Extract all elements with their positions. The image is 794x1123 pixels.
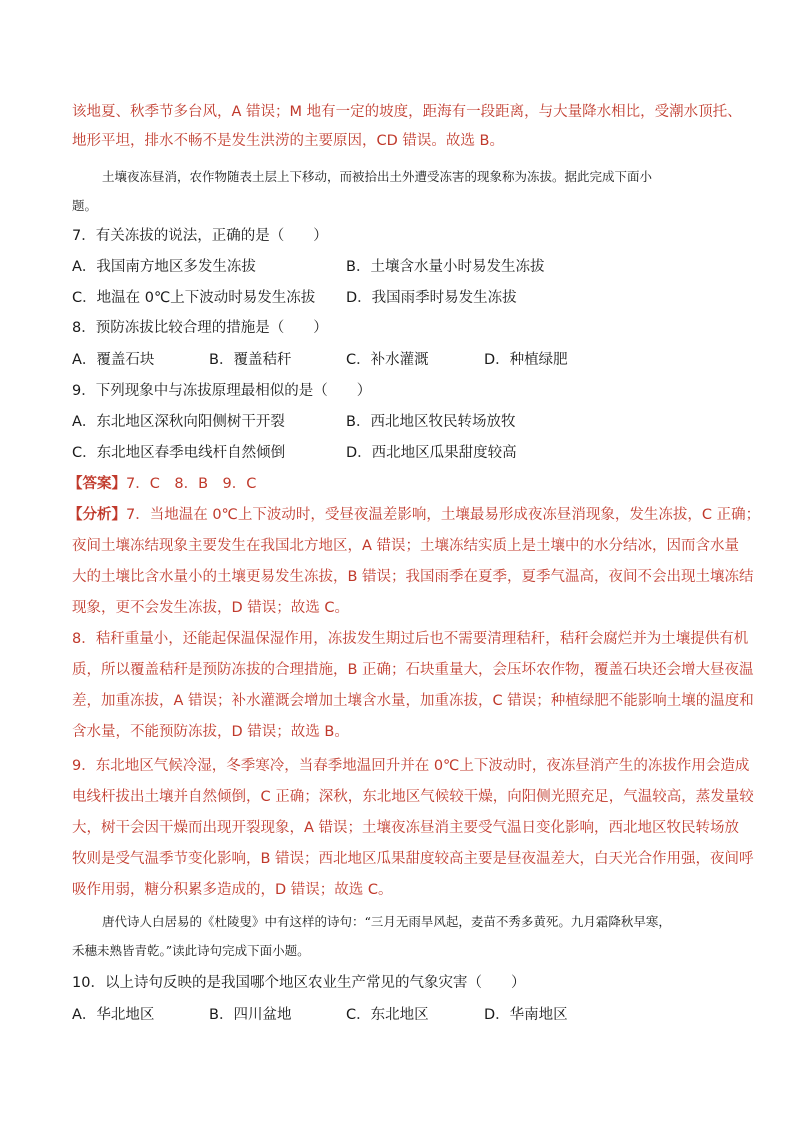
q7-option-b: B．土壤含水量小时易发生冻拔	[346, 259, 545, 275]
analysis-line: 大，树干会因干燥而出现开裂现象，A 错误；土壤夜冻昼消主要受气温日变化影响，西北地区牧民转场放	[72, 820, 740, 836]
analysis-line: 9．东北地区气候冷湿，冬季寒冷，当春季地温回升并在 0℃上下波动时，夜冻昼消产生的冻拔作用会造成	[72, 758, 750, 774]
analysis-line: 大的土壤比含水量小的土壤更易发生冻拔，B 错误；我国雨季在夏季，夏季气温高，夜间不会出现土壤冻结	[72, 569, 754, 585]
analysis-line: 牧则是受气温季节变化影响，B 错误；西北地区瓜果甜度较高主要是昼夜温差大，白天光合作用强，夜间呼	[72, 851, 754, 867]
passage-text: 禾穗未熟皆青乾。”读此诗句完成下面小题。	[72, 943, 310, 958]
analysis-line: 8．秸秆重量小，还能起保温保湿作用，冻拔发生期过后也不需要清理秸秆，秸秆会腐烂并为土壤提供有机	[72, 631, 749, 647]
analysis-line: 吸作用弱，糖分积累多造成的，D 错误；故选 C。	[72, 882, 393, 898]
q10-option-c: C．东北地区	[346, 1007, 429, 1023]
analysis-line: 电线杆拔出土壤并自然倾倒，C 正确；深秋，东北地区气候较干燥，向阳侧光照充足，气温较高，蒸发量较	[72, 789, 754, 805]
analysis-line: 现象，更不会发生冻拔，D 错误；故选 C。	[72, 600, 350, 616]
q9-option-a: A．东北地区深秋向阳侧树干开裂	[72, 414, 285, 430]
q9-option-c: C．东北地区春季电线杆自然倾倒	[72, 445, 286, 461]
answer-text: 7．C 8．B 9．C	[126, 476, 257, 492]
passage-text: 唐代诗人白居易的《杜陵叟》中有这样的诗句：“三月无雨旱风起，麦苗不秀多黄死。九月霜降秋早寒，	[102, 914, 671, 929]
q8-option-b: B．覆盖秸秆	[209, 352, 292, 368]
q10-option-a: A．华北地区	[72, 1007, 155, 1023]
analysis-line: 差，加重冻拔，A 错误；补水灌溉会增加土壤含水量，加重冻拔，C 错误；种植绿肥不能影响土壤的温度和	[72, 693, 754, 709]
answer-tag: 【答案】	[68, 476, 126, 492]
q8-option-a: A．覆盖石块	[72, 352, 155, 368]
q7-option-d: D．我国雨季时易发生冻拔	[346, 290, 517, 306]
analysis-line: 质，所以覆盖秸秆是预防冻拔的合理措施，B 正确；石块重量大，会压坏农作物，覆盖石块还会增大昼夜温	[72, 662, 754, 678]
q8-option-d: D．种植绿肥	[484, 352, 568, 368]
question-10-stem: 10．以上诗句反映的是我国哪个地区农业生产常见的气象灾害（ ）	[72, 975, 526, 991]
q7-option-c: C．地温在 0℃上下波动时易发生冻拔	[72, 290, 316, 306]
analysis-tag: 【分析】	[68, 507, 126, 523]
q10-option-b: B．四川盆地	[209, 1007, 292, 1023]
question-9-stem: 9．下列现象中与冻拔原理最相似的是（ ）	[72, 383, 372, 399]
q7-option-a: A．我国南方地区多发生冻拔	[72, 259, 256, 275]
analysis-line: 含水量，不能预防冻拔，D 错误；故选 B。	[72, 724, 349, 740]
question-7-stem: 7．有关冻拔的说法，正确的是（ ）	[72, 228, 328, 244]
explanation-line: 地形平坦，排水不畅不是发生洪涝的主要原因，CD 错误。故选 B。	[72, 133, 504, 149]
passage-text: 土壤夜冻昼消，农作物随表土层上下移动，而被拾出土外遭受冻害的现象称为冻拔。据此完成下面小	[102, 169, 653, 184]
q10-option-d: D．华南地区	[484, 1007, 568, 1023]
analysis-line: 夜间土壤冻结现象主要发生在我国北方地区，A 错误；土壤冻结实质上是土壤中的水分结冰，因而含水量	[72, 538, 740, 554]
analysis-text: 7．当地温在 0℃上下波动时，受昼夜温差影响，土壤最易形成夜冻昼消现象，发生冻拔，C 正确；	[126, 507, 761, 523]
answer-line	[68, 474, 256, 494]
passage-text: 题。	[72, 198, 98, 213]
q9-option-b: B．西北地区牧民转场放牧	[346, 414, 516, 430]
q9-option-d: D．西北地区瓜果甜度较高	[346, 445, 517, 461]
q8-option-c: C．补水灌溉	[346, 352, 429, 368]
question-8-stem: 8．预防冻拔比较合理的措施是（ ）	[72, 320, 328, 336]
analysis-line	[68, 505, 760, 525]
explanation-line: 该地夏、秋季节多台风，A 错误；M 地有一定的坡度，距海有一段距离，与大量降水相比，受潮水顶托、	[72, 104, 742, 120]
